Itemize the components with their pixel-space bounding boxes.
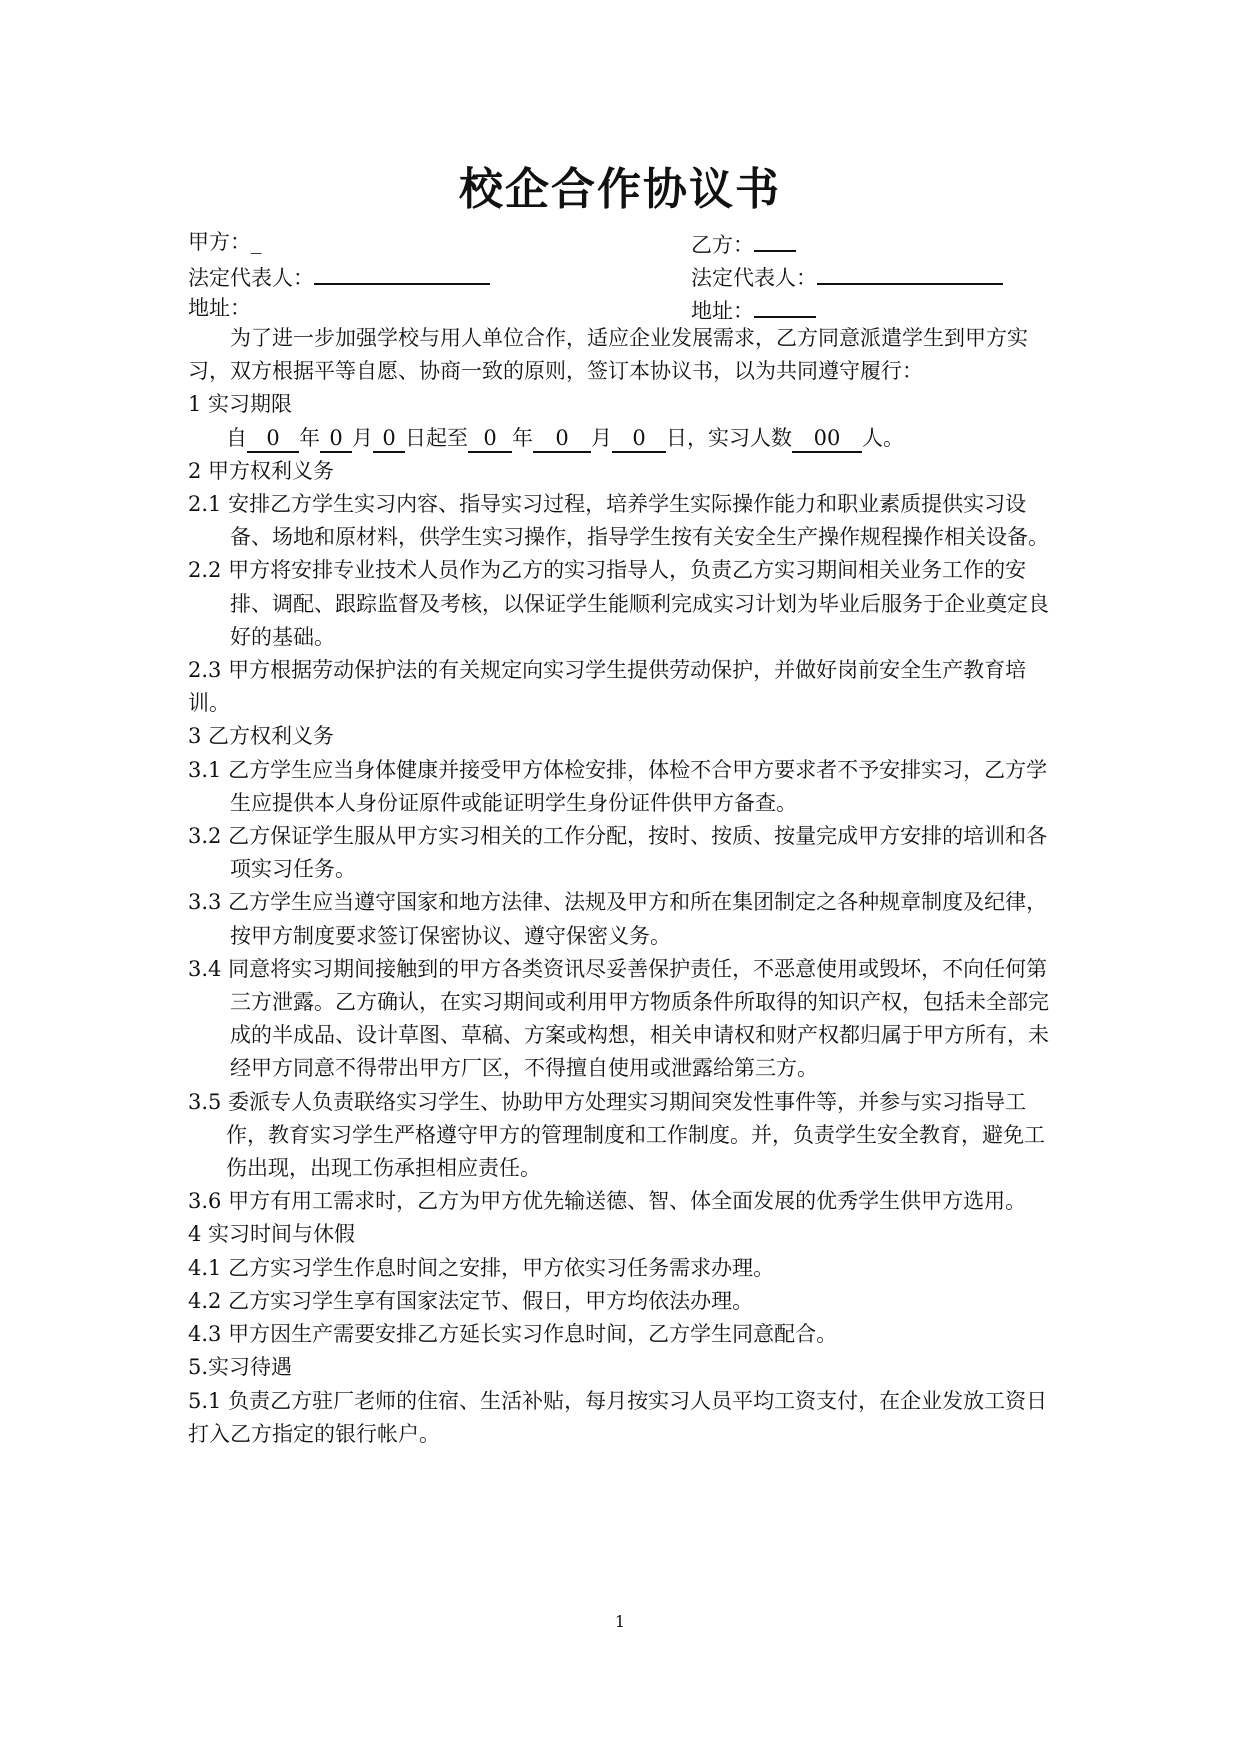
clause-2-1: 2.1 安排乙方学生实习内容、指导实习过程，培养学生实际操作能力和职业素质提供实习设备、场地和原材料，供学生实习操作，指导学生按有关安全生产操作规程操作相关设备。 [188, 492, 1049, 550]
clause-2-2: 2.2 甲方将安排专业技术人员作为乙方的实习指导人，负责乙方实习期间相关业务工作的安排、调配、跟踪监督及考核，以保证学生能顺利完成实习计划为毕业后服务于企业奠定良好的基础。 [188, 558, 1049, 649]
party-b-addr-label: 地址： [691, 299, 754, 323]
section-4-heading: 4 实习时间与休假 [188, 1222, 356, 1247]
clause-4-1: 4.1 乙方实习学生作息时间之安排，甲方依实习任务需求办理。 [188, 1255, 775, 1280]
section-3-heading: 3 乙方权利义务 [188, 724, 335, 749]
party-a-value: _ [251, 230, 262, 254]
party-b-line [691, 226, 796, 262]
document-title: 校企合作协议书 [459, 164, 781, 215]
clause-5-1: 5.1 负责乙方驻厂老师的住宿、生活补贴，每月按实习人员平均工资支付，在企业发放工资日打入乙方指定的银行帐户。 [188, 1388, 1048, 1446]
period-word-zi: 自 [226, 425, 247, 450]
section-5-heading: 5.实习待遇 [188, 1355, 293, 1380]
party-a-addr-label: 地址： [188, 296, 251, 320]
period-word-yue: 月 [352, 425, 373, 450]
party-a-rep-label: 法定代表人： [188, 266, 314, 290]
end-month: 0 [533, 425, 591, 453]
party-b-rep-label: 法定代表人： [691, 266, 817, 290]
start-month: 0 [320, 425, 352, 453]
start-year: 0 [247, 425, 299, 453]
party-b-rep-blank [817, 259, 1003, 285]
party-a-line [188, 226, 262, 259]
clause-3-2: 3.2 乙方保证学生服从甲方实习相关的工作分配，按时、按质、按量完成甲方安排的培训和各项实习任务。 [188, 824, 1048, 882]
clause-3-6: 3.6 甲方有用工需求时，乙方为甲方优先输送德、智、体全面发展的优秀学生供甲方选用。 [188, 1189, 1027, 1214]
period-word-nian: 年 [299, 425, 320, 450]
intro-paragraph: 为了进一步加强学校与用人单位合作，适应企业发展需求，乙方同意派遣学生到甲方实习，双方根据平等自愿、协商一致的原则，签订本协议书，以为共同遵守履行： [188, 326, 1028, 384]
clause-4-2: 4.2 乙方实习学生享有国家法定节、假日，甲方均依法办理。 [188, 1288, 754, 1313]
clause-3-4: 3.4 同意将实习期间接触到的甲方各类资讯尽妥善保护责任，不恶意使用或毁坏，不向任何第三方泄露。乙方确认，在实习期间或利用甲方物质条件所取得的知识产权，包括未全部完成的半成品、设计草图、草稿、方案或构想，相关申请权和财产权都归属于甲方所有，未经甲方同意不得带出甲方厂区，不得擅自使用或泄露给第三方。 [188, 956, 1049, 1081]
period-word-qizhi: 日起至 [405, 425, 468, 450]
clause-3-5: 3.5 委派专人负责联络实习学生、协助甲方处理实习期间突发性事件等，并参与实习指导工作，教育实习学生严格遵守甲方的管理制度和工作制度。并，负责学生安全教育，避免工伤出现，出现工伤承担相应责任。 [188, 1089, 1045, 1181]
clause-3-1: 3.1 乙方学生应当身体健康并接受甲方体检安排，体检不合甲方要求者不予安排实习，乙方学生应提供本人身份证原件或能证明学生身份证件供甲方备查。 [188, 757, 1048, 815]
end-year: 0 [468, 425, 512, 453]
clause-2-3: 2.3 甲方根据劳动保护法的有关规定向实习学生提供劳动保护，并做好岗前安全生产教育培训。 [188, 658, 1027, 716]
party-a-addr-line [188, 292, 251, 325]
end-day: 0 [612, 425, 666, 453]
party-a-label: 甲方： [188, 230, 251, 254]
period-line [188, 422, 1058, 455]
intern-count: 00 [792, 425, 862, 453]
period-word-count: 日，实习人数 [666, 425, 792, 450]
party-b-blank [754, 226, 796, 252]
section-1-heading: 1 实习期限 [188, 392, 293, 417]
party-a-rep-blank [314, 259, 490, 285]
start-day: 0 [373, 425, 405, 453]
party-a-rep-line [188, 259, 490, 295]
period-word-yue-2: 月 [591, 425, 612, 450]
agreement-body [188, 322, 1058, 1451]
party-b-rep-line [691, 259, 1003, 295]
page-number: 1 [614, 1612, 626, 1631]
party-b-addr-blank [754, 292, 816, 318]
clause-4-3: 4.3 甲方因生产需要安排乙方延长实习作息时间，乙方学生同意配合。 [188, 1322, 838, 1347]
clause-3-3: 3.3 乙方学生应当遵守国家和地方法律、法规及甲方和所在集团制定之各种规章制度及纪律，按甲方制度要求签订保密协议、遵守保密义务。 [188, 890, 1048, 948]
party-b-label: 乙方： [691, 233, 754, 257]
period-word-nian-2: 年 [512, 425, 533, 450]
period-word-ren: 人。 [862, 425, 904, 450]
section-2-heading: 2 甲方权利义务 [188, 458, 335, 483]
